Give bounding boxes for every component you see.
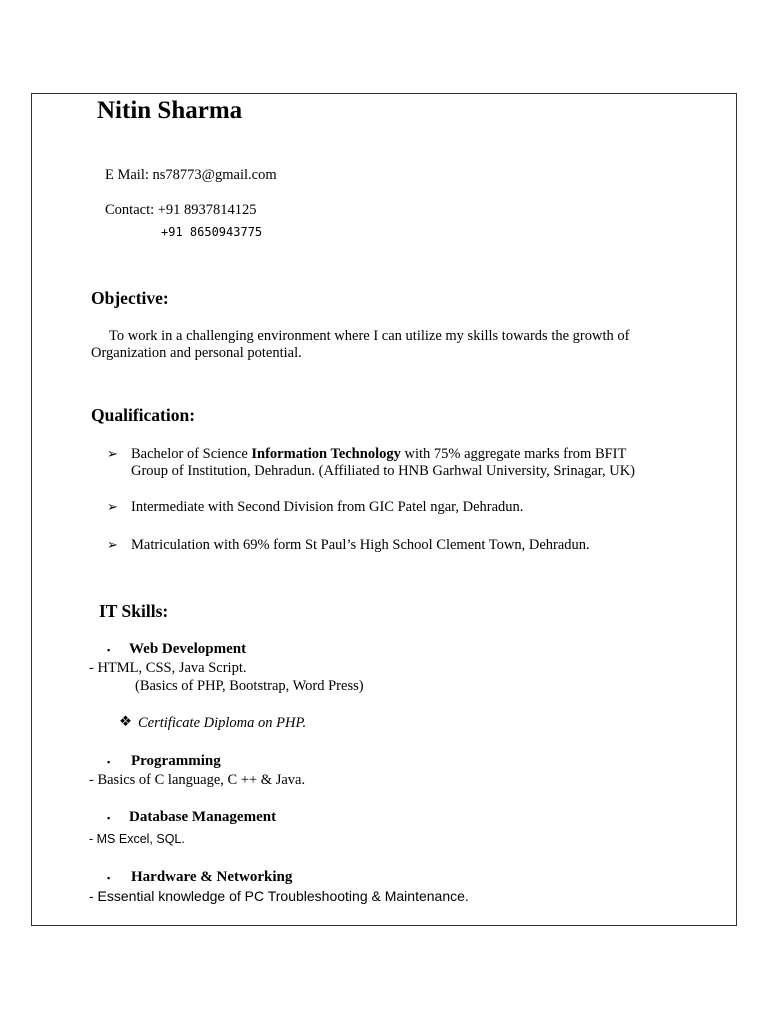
skill-programming-line-1: - Basics of C language, C ++ & Java. [89, 772, 306, 788]
qualification-item-3: Matriculation with 69% form St Paul’s High School Clement Town, Dehradun. [131, 537, 590, 553]
square-bullet-icon: ▪ [107, 873, 111, 883]
skill-web-line-2: (Basics of PHP, Bootstrap, Word Press) [135, 678, 364, 694]
qualification-heading: Qualification: [91, 405, 196, 425]
skill-web-line-1: - HTML, CSS, Java Script. [89, 660, 247, 676]
contact-line: Contact: +91 8937814125 [105, 202, 257, 218]
qualification-item-1-pre: Bachelor of Science [131, 446, 252, 462]
skill-web-certificate: Certificate Diploma on PHP. [138, 715, 307, 731]
arrow-bullet-icon: ➢ [107, 446, 118, 461]
skill-programming-title: Programming [131, 753, 221, 769]
qualification-item-1-line-2: Group of Institution, Dehradun. (Affiliated to HNB Garhwal University, Srinagar, UK) [131, 463, 635, 479]
email-line: E Mail: ns78773@gmail.com [105, 167, 277, 183]
skill-database-line-1: - MS Excel, SQL. [89, 832, 185, 846]
square-bullet-icon: ▪ [107, 813, 111, 823]
skill-hardware-title: Hardware & Networking [131, 869, 293, 885]
it-skills-heading: IT Skills: [99, 601, 169, 621]
objective-line-2: Organization and personal potential. [91, 345, 302, 361]
objective-heading: Objective: [91, 288, 169, 308]
candidate-name: Nitin Sharma [97, 97, 243, 124]
skill-database-title: Database Management [129, 809, 277, 825]
square-bullet-icon: ▪ [107, 757, 111, 767]
qualification-item-1 [131, 446, 626, 463]
objective-line-1: To work in a challenging environment where I can utilize my skills towards the growth of [109, 328, 630, 344]
arrow-bullet-icon: ➢ [107, 537, 118, 552]
skill-hardware-line-1: - Essential knowledge of PC Troubleshooting & Maintenance. [89, 888, 469, 904]
qualification-item-1-bold: Information Technology [251, 446, 401, 462]
diamond-bullet-icon: ❖ [119, 714, 132, 730]
square-bullet-icon: ▪ [107, 645, 111, 655]
arrow-bullet-icon: ➢ [107, 499, 118, 514]
skill-web-title: Web Development [129, 641, 247, 657]
qualification-item-1-post: with 75% aggregate marks from BFIT [400, 446, 627, 462]
contact-alt-number: +91 8650943775 [161, 225, 263, 239]
qualification-item-2: Intermediate with Second Division from GIC Patel ngar, Dehradun. [131, 499, 524, 515]
